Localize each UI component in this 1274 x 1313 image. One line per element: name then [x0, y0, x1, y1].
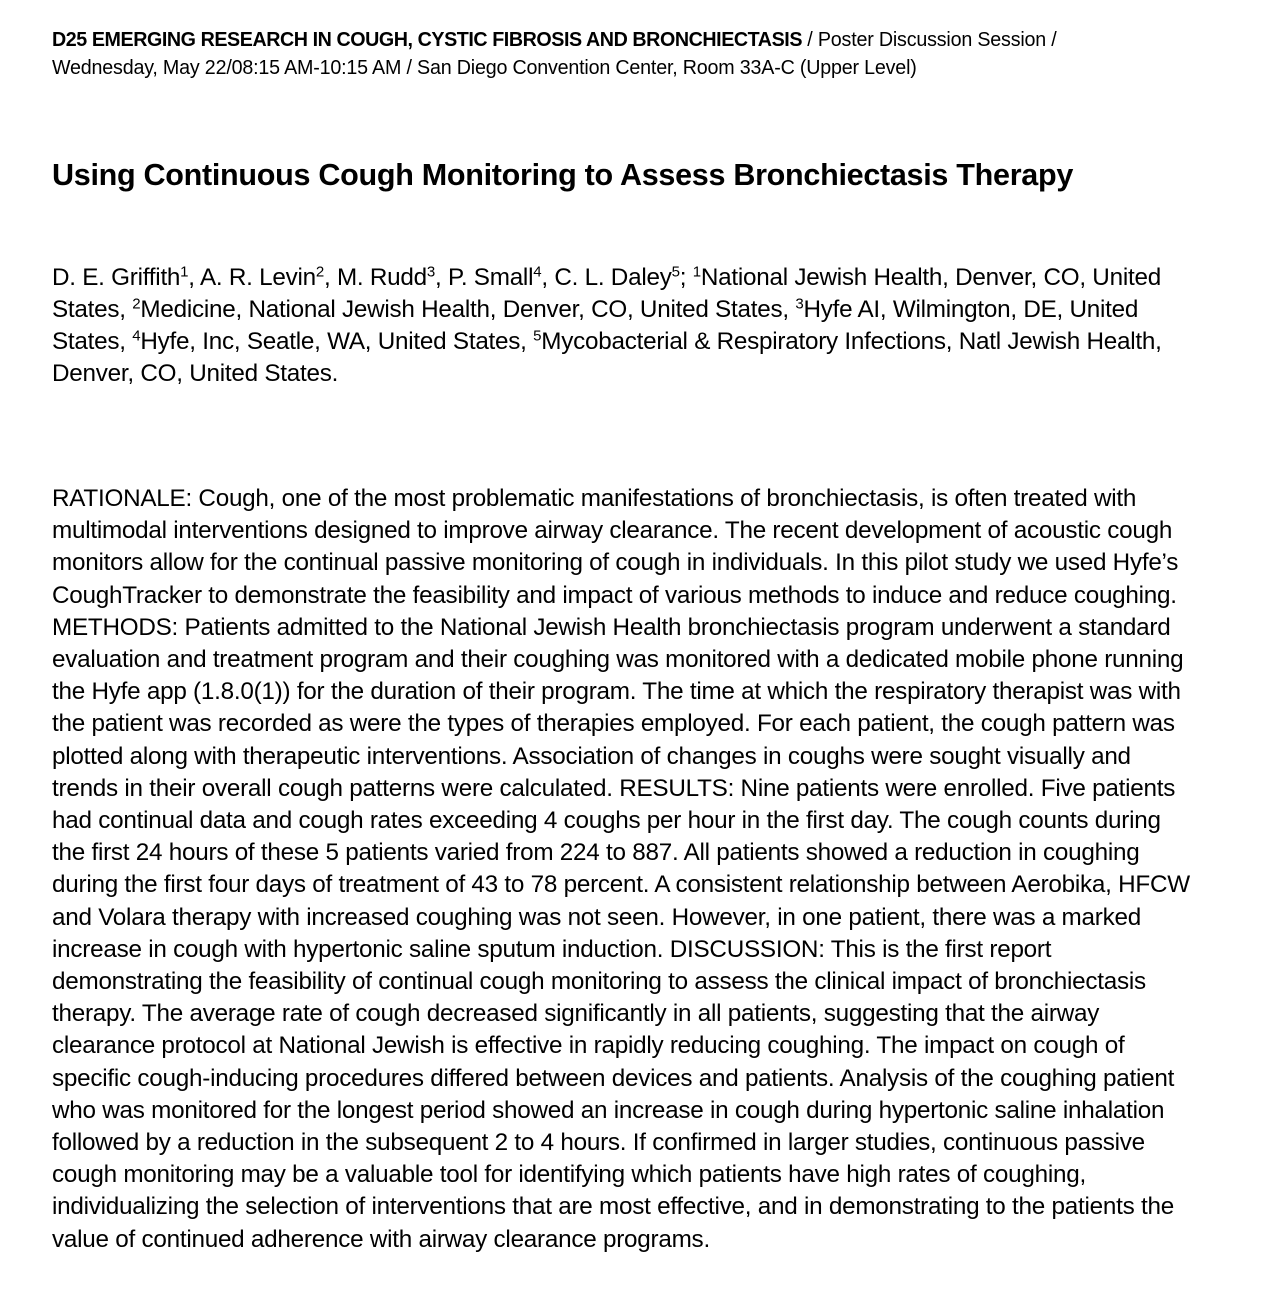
- author-text-run: D. E. Griffith: [52, 264, 181, 291]
- session-location: San Diego Convention Center, Room 33A-C (Upper Level): [417, 56, 917, 79]
- affiliation-marker: 2: [315, 263, 324, 281]
- affiliation-marker: 1: [692, 263, 701, 281]
- author-text-run: National Jewish Health, Denver, CO, United States,: [52, 264, 1161, 323]
- affiliation-marker: 1: [180, 263, 189, 281]
- author-text-run: Mycobacterial & Respiratory Infections, Natl Jewish Health, Denver, CO, United States.: [52, 328, 1162, 387]
- abstract-title: Using Continuous Cough Monitoring to Assess Bronchiectasis Therapy: [52, 157, 1074, 192]
- session-type: Poster Discussion Session: [817, 28, 1047, 51]
- affiliation-marker: 5: [671, 263, 680, 281]
- affiliation-marker: 4: [533, 263, 542, 281]
- session-separator-3: /: [401, 56, 418, 79]
- author-text-run: , A. R. Levin: [188, 264, 316, 291]
- affiliation-marker: 4: [132, 327, 141, 345]
- affiliation-marker: 3: [426, 263, 436, 281]
- author-text-run: , C. L. Daley: [541, 264, 672, 291]
- session-header: [52, 26, 1161, 82]
- authors-and-affiliations: [52, 262, 1198, 390]
- session-separator-2: /: [1046, 28, 1057, 51]
- author-text-run: Hyfe, Inc, Seatle, WA, United States,: [140, 328, 534, 355]
- abstract-body: [52, 483, 1197, 1256]
- session-schedule: Wednesday, May 22/08:15 AM-10:15 AM: [52, 56, 402, 79]
- affiliation-marker: 5: [533, 327, 542, 345]
- affiliation-marker: 3: [795, 295, 804, 313]
- author-text-run: Medicine, National Jewish Health, Denver, CO, United States,: [140, 296, 796, 323]
- affiliation-marker: 2: [132, 295, 141, 313]
- abstract-text: RATIONALE: Cough, one of the most problematic manifestations of bronchiectasis, is often treated with multimodal interventions designed to improve airway clearance. The recent development of acoustic cough monitors allow for the continual passive monitoring of cough in individuals. In this pilot study we used Hyfe’s CoughTracker to demonstrate the feasibility and impact of various methods to induce and reduce coughing. METHODS: Patients admitted to the National Jewish Health bronchiectasis program underwent a standard evaluation and treatment program and their coughing was monitored with a dedicated mobile phone running the Hyfe app (1.8.0(1)) for the duration of their program. The time at which the respiratory therapist was with the patient was recorded as were the types of therapies employed. For each patient, the cough pattern was plotted along with therapeutic interventions. Association of changes in coughs were sought visually and trends in their overall cough patterns were calculated. RESULTS: Nine patients were enrolled. Five patients had continual data and cough rates exceeding 4 coughs per hour in the first day. The cough counts during the first 24 hours of these 5 patients varied from 224 to 887. All patients showed a reduction in coughing during the first four days of treatment of 43 to 78 percent. A consistent relationship between Aerobika, HFCW and Volara therapy with increased coughing was not seen. However, in one patient, there was a marked increase in cough with hypertonic saline sputum induction. DISCUSSION: This is the first report demonstrating the feasibility of continual cough monitoring to assess the clinical impact of bronchiectasis therapy. The average rate of cough decreased significantly in all patients, suggesting that the airway clearance protocol at National Jewish is effective in rapidly reducing coughing. The impact on cough of specific cough-inducing procedures differed between devices and patients. Analysis of the coughing patient who was monitored for the longest period showed an increase in cough during hypertonic saline inhalation followed by a reduction in the subsequent 2 to 4 hours. If confirmed in larger studies, continuous passive cough monitoring may be a valuable tool for identifying which patients have high rates of coughing, individualizing the selection of interventions that are most effective, and in demonstrating to the patients the value of continued adherence with airway clearance programs.: [52, 485, 1190, 1253]
- author-text-run: , P. Small: [435, 264, 534, 291]
- author-text-run: , M. Rudd: [323, 264, 427, 291]
- author-text-run: ;: [679, 264, 693, 291]
- author-text-run: Hyfe AI, Wilmington, DE, United States,: [52, 296, 1139, 355]
- session-code-and-name: D25 EMERGING RESEARCH IN COUGH, CYSTIC FIBROSIS AND BRONCHIECTASIS: [52, 28, 803, 51]
- session-separator-1: /: [802, 28, 818, 51]
